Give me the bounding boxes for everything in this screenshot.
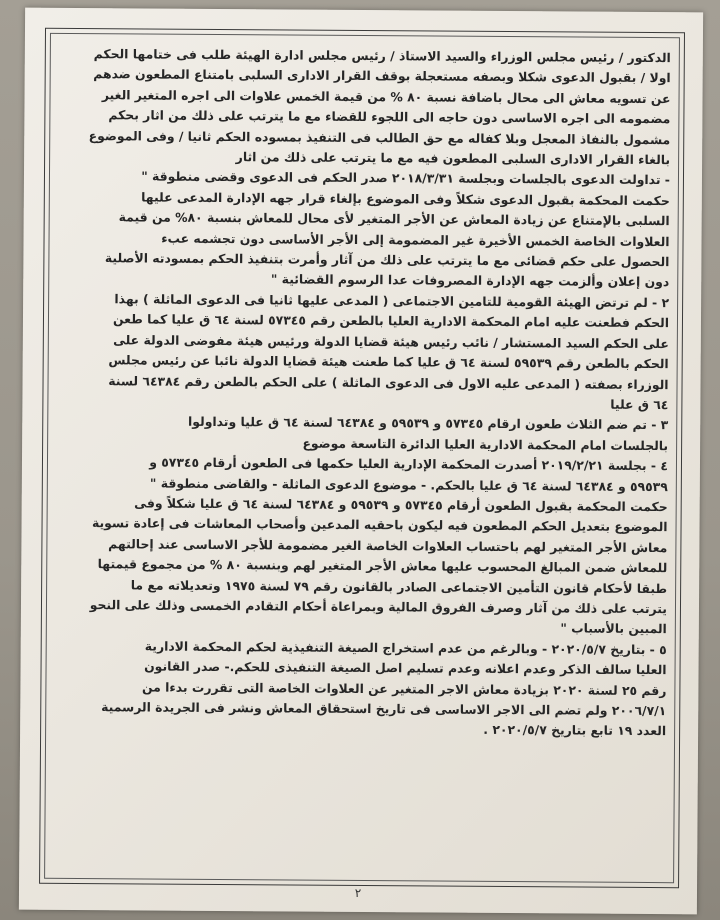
paragraph-request: الدكتور / رئيس مجلس الوزراء والسيد الاستاذ / رئيس مجلس ادارة الهيئة طلب فى ختامها الحكم اولا / بقبول الدعوى شكلا وبصفه مستعجلة بوقف القرار الادارى السلبى بامتناع المطعون ضدهم عن تسويه معاش الى محال باضافة نسبة ٨٠ % من قيمة الخمس علاوات الى اجره المتغير الغير مضمومه الى اجره الاساسى دون حاجه الى اللجوء للقضاء مع ما يترتب على ذلك من اثار بحكم مشمول بالنفاذ المعجل وبلا كفاله مع حق الطالب فى التنفيذ بمسوده الحكم ثانيا / وفى الموضوع بالغاء القرار الادارى السلبى المطعون فيه مع ما يترتب على ذلك من اثار	[88, 46, 671, 168]
paragraph-law-25-2020: ٥ - بتاريخ ٢٠٢٠/٥/٧ - وبالرغم من عدم استخراج الصيغة التنفيذية لحكم المحكمة الادارية العليا سالف الذكر وعدم اعلانه وعدم تسليم اصل الصيغة التنفيذى للحكم.- صدر القانون رقم ٢٥ لسنة ٢٠٢٠ بزيادة معاش الاجر المتغير عن العلاوات الخاصة التى تقررت بدءا من ٢٠٠٦/٧/١ ولم تضم الى الاجر الاساسى فى تاريخ استحقاق المعاش ونشر فى الجريدة الرسمية العدد ١٩ تابع بتاريخ ٢٠٢٠/٥/٧ .	[101, 638, 667, 739]
paragraph-supreme-ruling: ٤ - بجلسة ٢٠١٩/٢/٢١ أصدرت المحكمة الإدارية العليا حكمها فى الطعون أرقام ٥٧٣٤٥ و ٥٩٥٣٩ و ٦٤٣٨٤ لسنة ٦٤ ق عليا بالحكم. - موضوع الدعوى الماثلة - والقاضى منطوقة " حكمت المحكمة بقبول الطعون أرقام ٥٧٣٤٥ و ٥٩٥٣٩ و ٦٤٣٨٤ لسنة ٦٤ ق عليا شكلاً وفى الموضوع بتعديل الحكم المطعون فيه ليكون باحقيه المدعين وأصحاب المعاشات فى إعادة تسوية معاش الأجر المتغير لهم باحتساب العلاوات الخاصة الغير مضمومة للأجر الاساسى عند إحالتهم للمعاش ضمن المبالغ المحسوب عليها معاش الأجر المتغير لهم وبنسبة ٨٠ % من مجموع قيمتها طبقا لأحكام قانون التأمين الاجتماعى الصادر بالقانون رقم ٧٩ لسنة ١٩٧٥ وتعديلاته مع ما يترتب على ذلك من آثار وصرف الفروق المالية وبمراعاة أحكام التقادم الخمسى وذلك على النحو المبين بالأسباب "	[89, 454, 669, 637]
paragraph-appeals-joined: ٣ - تم ضم الثلاث طعون ارقام ٥٧٣٤٥ و ٥٩٥٣٩ و ٦٤٣٨٤ لسنة ٦٤ ق عليا وتداولوا بالجلسات امام المحكمة الادارية العليا الدائرة التاسعة موضوع	[188, 414, 669, 453]
paragraph-first-judgment: - تداولت الدعوى بالجلسات وبجلسة ٢٠١٨/٣/٣١ صدر الحكم فى الدعوى وقضى منطوقة " حكمت المحكمة بقبول الدعوى شكلاً وفى الموضوع بإلغاء قرار جهه الإدارة المدعى عليها السلبى بالإمتناع عن زيادة المعاش عن الأجر المتغير لأى محال للمعاش بنسبة ٨٠% من قيمة العلاوات الخاصة الخمس الأخيرة غير المضمومة إلى الأجر الأساسى دون تجشمه عبء الحصول على حكم قضائى مع ما يترتب على ذلك من آثار وأمرت بتنفيذ الحكم بمسودته الأصلية دون إعلان وألزمت جهه الإدارة المصروفات عدا الرسوم القضائية "	[104, 168, 671, 290]
page-number: ٢	[354, 885, 362, 901]
document-body	[54, 44, 671, 742]
paragraph-appeals: ٢ - لم ترتض الهيئة القومية للتامين الاجتماعى ( المدعى عليها ثانيا فى الدعوى الماثلة ) بهذا الحكم فطعنت عليه امام المحكمة الادارية العليا بالطعن رقم ٥٧٣٤٥ لسنة ٦٤ ق عليا كما طعن على الحكم السيد المستشار / نائب رئيس هيئة قضايا الدولة ورئيس هيئة مفوضى الدولة على الحكم بالطعن رقم ٥٩٥٣٩ لسنة ٦٤ ق عليا كما طعنت هيئة قضايا الدولة نائبا عن رئيس مجلس الوزراء بصفته ( المدعى عليه الاول فى الدعوى الماثلة ) على الحكم بالطعن رقم ٦٤٣٨٤ لسنة ٦٤ ق عليا	[108, 291, 670, 413]
document-page	[19, 8, 703, 915]
